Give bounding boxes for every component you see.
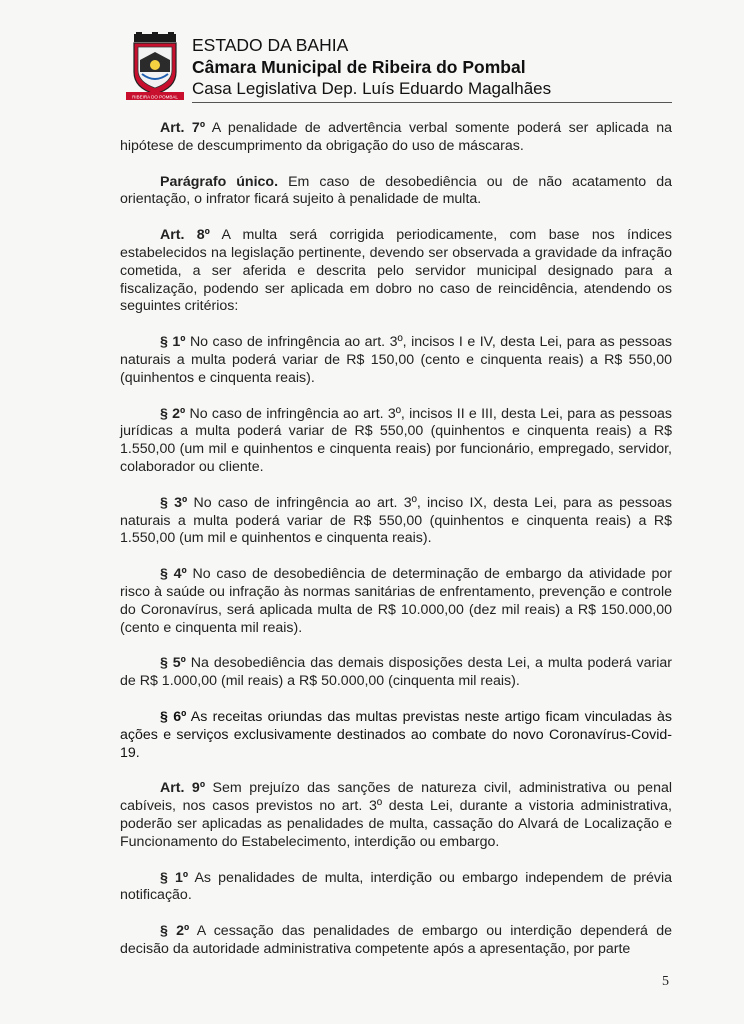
paragraph-art9: [120, 780, 672, 851]
header-house: Casa Legislativa Dep. Luís Eduardo Magalhães: [192, 79, 552, 98]
paragraph-art8-par5: [120, 655, 672, 691]
paragraph-art8-par4: [120, 566, 672, 637]
paragraph-unico: [120, 174, 672, 210]
para-lead: Art. 9º: [160, 780, 206, 797]
document-header: [126, 26, 672, 104]
para-text: A penalidade de advertência verbal somente poderá ser aplicada na hipótese de descumprimento da obrigação do uso de máscaras.: [120, 120, 672, 154]
coat-of-arms-icon: [126, 32, 184, 102]
para-text: As penalidades de multa, interdição ou embargo independem de prévia notificação.: [120, 869, 673, 904]
para-lead: § 5º: [160, 655, 186, 672]
page-number: 5: [662, 974, 669, 989]
para-text: No caso de infringência ao art. 3º, incisos I e IV, desta Lei, para as pessoas naturais a multa poderá variar de R$ 150,00 (cento e cinquenta reais) a R$ 550,00 (quinhentos e cinquenta reais).: [120, 334, 672, 386]
paragraph-art8-par2: [120, 406, 672, 477]
paragraph-art8-par3: [120, 495, 672, 548]
para-text: No caso de infringência ao art. 3º, incisos II e III, desta Lei, para as pessoas jurídicas a multa poderá variar de R$ 550,00 (quinhentos e cinquenta reais) a R$ 1.550,00 (um mil e quinhentos e cinquenta reais) por funcionário, empregado, servidor, colaborador ou cliente.: [120, 405, 672, 475]
para-text: No caso de desobediência de determinação de embargo da atividade por risco à saúde ou infração às normas sanitárias de enfrentamento, prevenção e controle do Coronavírus, será aplicada multa de R$ 10.000,00 (dez mil reais) a R$ 150.000,00 (cento e cinquenta mil reais).: [120, 566, 672, 636]
para-lead: § 6º: [160, 708, 187, 725]
para-lead: § 2º: [160, 923, 190, 940]
para-lead: § 1º: [160, 334, 186, 351]
para-lead: § 2º: [160, 405, 186, 422]
para-text: Na desobediência das demais disposições desta Lei, a multa poderá variar de R$ 1.000,00 (mil reais) a R$ 50.000,00 (cinquenta mil reais).: [120, 655, 673, 690]
para-text: Em caso de desobediência ou de não acatamento da orientação, o infrator ficará sujeito à penalidade de multa.: [120, 173, 672, 208]
header-state: ESTADO DA BAHIA: [192, 35, 349, 55]
para-lead: Art. 7º: [160, 120, 206, 136]
paragraph-art8-par6: [120, 709, 672, 762]
paragraph-art8-par1: [120, 334, 672, 387]
header-rule: [192, 102, 672, 103]
para-text: A multa será corrigida periodicamente, com base nos índices estabelecidos na legislação pertinente, devendo ser observada a gravidade da infração cometida, a ser aferida e descrita pelo servidor municipal designado para a fiscalização, podendo ser aplicada em dobro no caso de reincidência, atendendo os seguintes critérios:: [120, 227, 673, 315]
para-lead: § 4º: [160, 566, 187, 583]
crest-ribbon-text: RIBEIRA DO POMBAL: [132, 94, 178, 100]
para-text: Sem prejuízo das sanções de natureza civil, administrativa ou penal cabíveis, nos casos previstos no art. 3º desta Lei, durante a vistoria administrativa, poderão ser aplicadas as penalidades de multa, cassação do Alvará de Localização e Funcionamento do Estabelecimento, interdição ou embargo.: [120, 780, 673, 850]
para-text: As receitas oriundas das multas previstas neste artigo ficam vinculadas às ações e serviços exclusivamente destinados ao combate do novo Coronavírus-Covid-19.: [120, 708, 672, 761]
para-text: No caso de infringência ao art. 3º, inciso IX, desta Lei, para as pessoas naturais a multa poderá variar de R$ 550,00 (quinhentos e cinquenta reais) a R$ 1.550,00 (um mil e quinhentos e cinquenta reais).: [120, 494, 672, 547]
header-chamber: Câmara Municipal de Ribeira do Pombal: [192, 57, 526, 77]
paragraph-art9-par2: [120, 923, 672, 959]
paragraph-art9-par1: [120, 870, 672, 906]
para-lead: § 1º: [160, 869, 189, 886]
paragraph-art8: [120, 227, 672, 316]
para-lead: Parágrafo único.: [160, 173, 279, 190]
para-text: A cessação das penalidades de embargo ou interdição dependerá de decisão da autoridade administrativa competente após a apresentação, por parte: [120, 923, 672, 957]
para-lead: § 3º: [160, 494, 188, 511]
document-body: [120, 120, 672, 977]
para-lead: Art. 8º: [160, 227, 210, 244]
paragraph-art7: [120, 120, 672, 156]
